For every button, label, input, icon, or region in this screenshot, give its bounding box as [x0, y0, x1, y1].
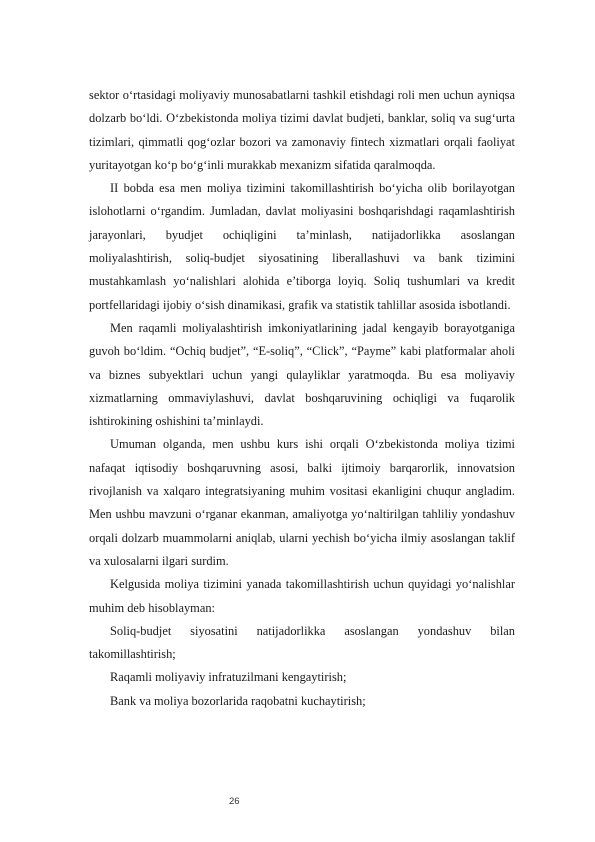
paragraph-3: Men raqamli moliyalashtirish imkoniyatlarining jadal kengayib borayotganiga guvoh bo‘ldim. “Ochiq budjet”, “E-soliq”, “Click”, “Payme” kabi platformalar aholi va biznes subyektlari uchun yangi qulayliklar yaratmoqda. Bu esa moliyaviy xizmatlarning ommaviylashuvi, davlat boshqaruvining ochiqligi va fuqarolik ishtirokining oshishini ta’minlaydi.	[89, 320, 515, 429]
paragraph-5: Kelgusida moliya tizimini yanada takomillashtirish uchun quyidagi yo‘nalishlar muhim deb hisoblayman:	[89, 577, 515, 615]
list-item-3: Bank va moliya bozorlarida raqobatni kuchaytirish;	[110, 693, 366, 708]
body-text	[89, 84, 515, 713]
page-number: 26	[229, 796, 240, 807]
paragraph-1: sektor o‘rtasidagi moliyaviy munosabatlarni tashkil etishdagi roli men uchun ayniqsa dolzarb bo‘ldi. O‘zbekistonda moliya tizimi davlat budjeti, banklar, soliq va sug‘urta tizimlari, qimmatli qog‘ozlar bozori va zamonaviy fintech xizmatlari orqali faoliyat yuritayotgan ko‘p bo‘g‘inli murakkab mexanizm sifatida qaralmoqda.	[89, 88, 515, 172]
paragraph-4: Umuman olganda, men ushbu kurs ishi orqali O‘zbekistonda moliya tizimi nafaqat iqtisodiy boshqaruvning asosi, balki ijtimoiy barqarorlik, innovatsion rivojlanish va xalqaro integratsiyaning muhim vositasi ekanligini chuqur angladim. Men ushbu mavzuni o‘rganar ekanman, amaliyotga yo‘naltirilgan tahliliy yondashuv orqali dolzarb muammolarni aniqlab, ularni yechish bo‘yicha ilmiy asoslangan taklif va xulosalarni ilgari surdim.	[89, 437, 515, 568]
paragraph-2: II bobda esa men moliya tizimini takomillashtirish bo‘yicha olib borilayotgan islohotlarni o‘rgandim. Jumladan, davlat moliyasini boshqarishdagi raqamlashtirish jarayonlari, byudjet ochiqligini ta’minlash, natijadorlikka asoslangan moliyalashtirish, soliq-budjet siyosatining liberallashuvi va bank tizimini mustahkamlash yo‘nalishlari alohida e’tiborga loyiq. Soliq tushumlari va kredit portfellaridagi ijobiy o‘sish dinamikasi, grafik va statistik tahlillar asosida isbotlandi.	[89, 181, 515, 312]
list-item-2: Raqamli moliyaviy infratuzilmani kengaytirish;	[110, 670, 347, 685]
list-item-1: Soliq-budjet siyosatini natijadorlikka asoslangan yondashuv bilan takomillashtirish;	[89, 623, 515, 662]
